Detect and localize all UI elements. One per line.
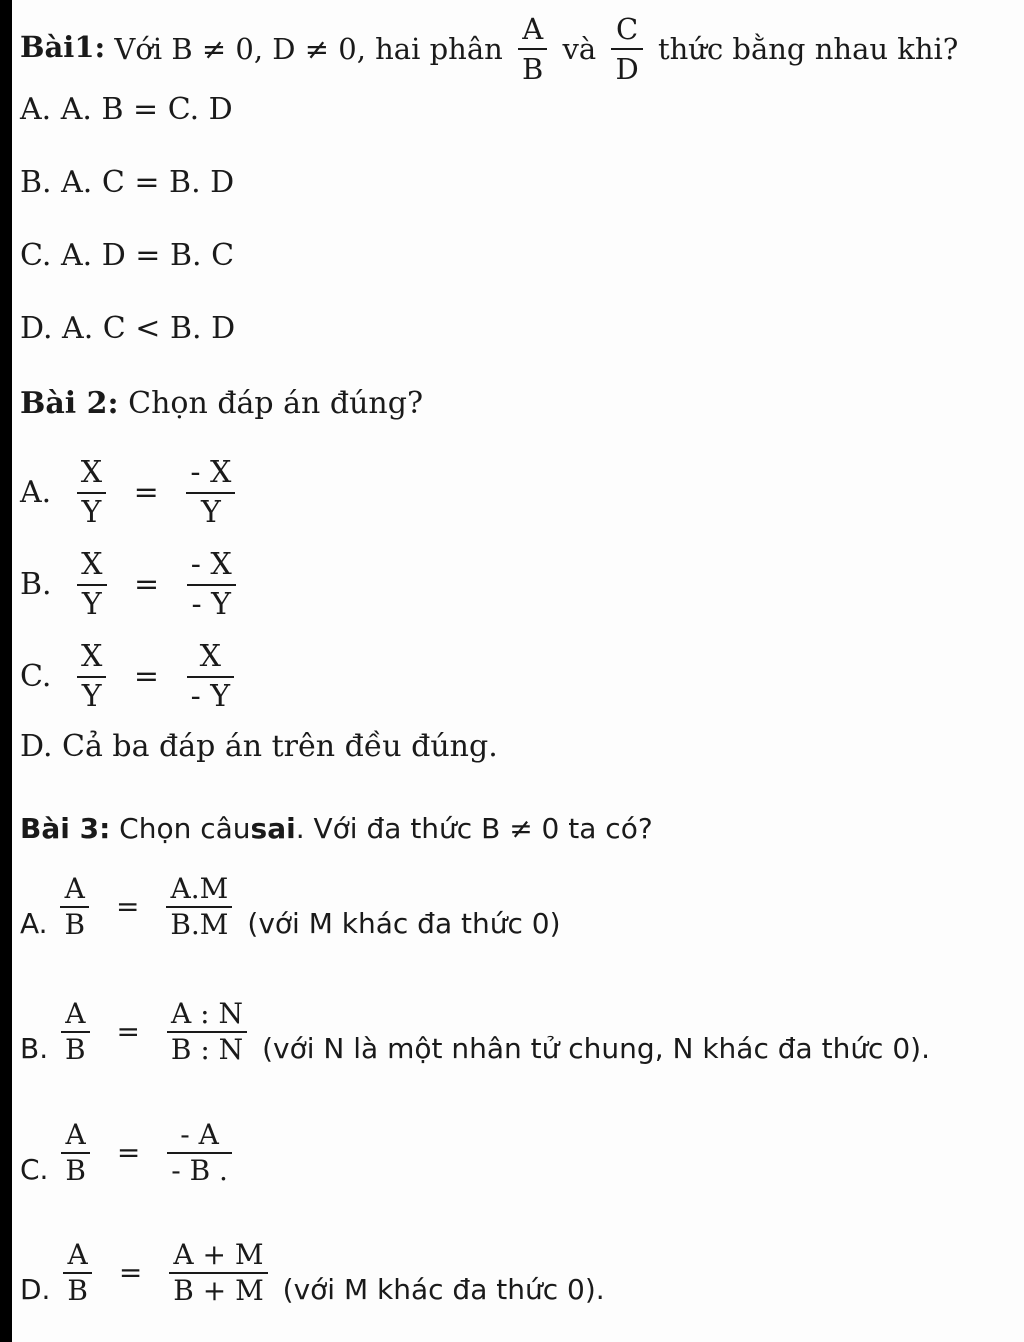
numerator: A	[67, 1238, 88, 1271]
denominator: - Y	[190, 679, 231, 714]
q1-option-d: D. A. C < B. D	[20, 311, 236, 346]
denominator: Y	[81, 679, 102, 714]
q1-text-a: Với B ≠ 0, D ≠ 0, hai phân	[114, 32, 503, 66]
q2-heading	[20, 386, 423, 422]
q1-frac2-num: C	[615, 12, 639, 46]
denominator: B	[65, 1033, 86, 1066]
option-label: C.	[20, 1153, 49, 1186]
option-label: B.	[20, 567, 52, 602]
lhs-fraction	[61, 997, 90, 1067]
q2-option-b	[20, 546, 242, 624]
numerator: A + M	[173, 1238, 264, 1271]
q1-frac2-den: D	[615, 52, 639, 86]
numerator: - X	[190, 455, 232, 490]
numerator: X	[81, 547, 103, 582]
equals-sign: =	[133, 475, 159, 510]
q2-title: Bài 2:	[20, 386, 119, 421]
q2-question: Chọn đáp án đúng?	[128, 386, 424, 421]
rhs-fraction	[187, 638, 234, 716]
numerator: - A	[180, 1118, 219, 1151]
denominator: Y	[81, 495, 102, 530]
denominator: Y	[200, 495, 221, 530]
lhs-fraction	[61, 1118, 90, 1188]
q1-option-c: C. A. D = B. C	[20, 238, 235, 273]
rhs-fraction	[166, 872, 232, 942]
q3-option-a	[20, 872, 561, 942]
equals-sign: =	[116, 1015, 140, 1048]
option-note: (với N là một nhân tử chung, N khác đa thức 0).	[262, 1032, 930, 1065]
q3-option-c	[20, 1118, 238, 1188]
q1-fraction-ab	[518, 10, 547, 88]
lhs-fraction	[77, 546, 106, 624]
rhs-fraction	[167, 997, 247, 1067]
q2-option-c	[20, 638, 240, 716]
q3-question-bold: sai	[250, 812, 296, 845]
option-note: (với M khác đa thức 0).	[282, 1273, 605, 1306]
option-label: A.	[20, 475, 52, 510]
denominator: B : N	[170, 1033, 244, 1066]
denominator: - B .	[171, 1154, 228, 1187]
q2-option-a	[20, 454, 241, 532]
option-label: B.	[20, 1032, 49, 1065]
q3-heading	[20, 811, 653, 847]
option-label: A.	[20, 907, 48, 940]
numerator: - X	[190, 547, 232, 582]
numerator: A	[64, 872, 85, 905]
lhs-fraction	[60, 872, 89, 942]
q1-frac1-num: A	[522, 12, 544, 46]
q1-text-b: thức bằng nhau khi?	[657, 32, 959, 66]
q2-option-d: D. Cả ba đáp án trên đều đúng.	[20, 729, 498, 764]
numerator: X	[80, 639, 103, 674]
option-note: (với M khác đa thức 0)	[247, 907, 561, 940]
denominator: - Y	[191, 587, 231, 622]
q1-frac1-den: B	[522, 52, 544, 86]
denominator: Y	[81, 587, 102, 622]
numerator: A	[65, 997, 86, 1030]
numerator: A	[65, 1118, 86, 1151]
numerator: A.M	[170, 872, 229, 905]
q1-heading	[20, 10, 958, 88]
rhs-fraction	[187, 546, 236, 624]
numerator: X	[80, 455, 103, 490]
rhs-fraction	[186, 454, 235, 532]
equals-sign: =	[116, 1136, 141, 1169]
q1-option-b: B. A. C = B. D	[20, 165, 235, 200]
q1-option-a: A. A. B = C. D	[20, 92, 233, 127]
q1-fraction-cd	[611, 10, 642, 88]
equals-sign: =	[133, 659, 160, 694]
rhs-fraction	[169, 1238, 268, 1308]
q1-title: Bài1:	[20, 30, 106, 64]
q3-option-b	[20, 997, 930, 1067]
q3-option-d	[20, 1238, 605, 1308]
rhs-fraction	[167, 1118, 232, 1188]
q1-va: và	[562, 32, 597, 66]
denominator: B.M	[170, 908, 229, 941]
lhs-fraction	[63, 1238, 92, 1308]
numerator: A : N	[171, 997, 244, 1030]
worksheet	[12, 0, 1024, 1342]
equals-sign: =	[134, 567, 160, 602]
denominator: B	[67, 1274, 88, 1307]
q3-question-part1: Chọn câu	[119, 812, 251, 845]
equals-sign: =	[115, 890, 140, 923]
denominator: B	[64, 908, 86, 941]
q3-title: Bài 3:	[20, 812, 111, 845]
option-label: C.	[20, 659, 52, 694]
denominator: B	[65, 1154, 86, 1187]
lhs-fraction	[77, 638, 106, 716]
q3-question-part2: . Với đa thức B ≠ 0 ta có?	[295, 812, 653, 845]
lhs-fraction	[77, 454, 106, 532]
equals-sign: =	[118, 1256, 143, 1289]
option-label: D.	[20, 1273, 51, 1306]
numerator: X	[199, 639, 221, 674]
denominator: B + M	[173, 1274, 264, 1307]
